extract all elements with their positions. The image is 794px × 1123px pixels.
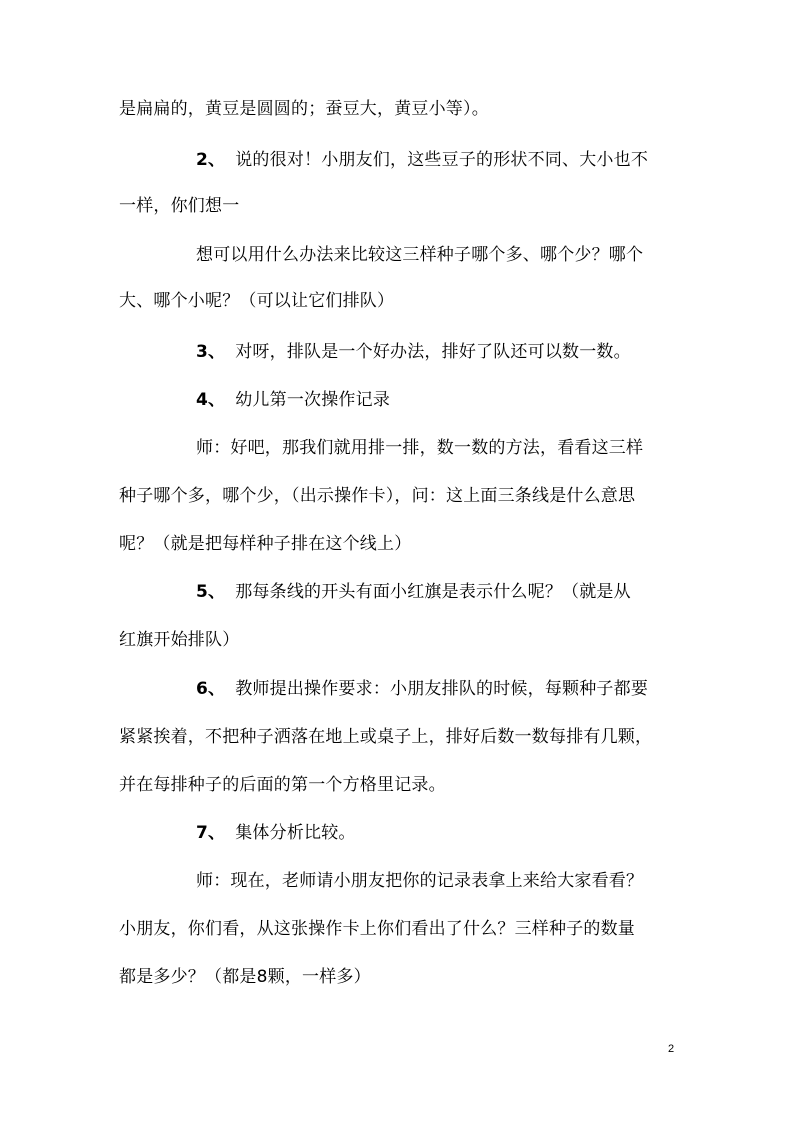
- text-line: [196, 244, 643, 266]
- line-text: 紧紧挨着，不把种子洒落在地上或桌子上，排好后数一数每排有几颗，: [119, 727, 653, 747]
- numbered-line: [196, 149, 648, 171]
- line-text: 幼儿第一次操作记录: [235, 390, 391, 410]
- line-text: 那每条线的开头有面小红旗是表示什么呢？（就是从: [235, 582, 631, 602]
- text-line: [119, 726, 652, 748]
- line-text: 并在每排种子的后面的第一个方格里记录。: [119, 775, 446, 795]
- text-line: [119, 629, 239, 651]
- line-text: 对呀，排队是一个好办法，排好了队还可以数一数。: [235, 342, 631, 362]
- text-line: [119, 966, 371, 988]
- line-text: 说的很对！小朋友们，这些豆子的形状不同、大小也不: [235, 150, 649, 170]
- line-text: 呢？（就是把每样种子排在这个线上）: [119, 534, 412, 554]
- text-line: [119, 774, 446, 796]
- item-number: 5、: [196, 582, 226, 602]
- line-text: 种子哪个多，哪个少，（出示操作卡），问：这上面三条线是什么意思: [119, 486, 636, 506]
- numbered-line: [196, 678, 648, 700]
- text-line: [119, 195, 239, 217]
- text-line: [196, 437, 643, 459]
- line-text: 想可以用什么办法来比较这三样种子哪个多、哪个少？哪个: [196, 245, 644, 265]
- numbered-line: [196, 341, 631, 363]
- item-number: 2、: [196, 150, 226, 170]
- text-line: [119, 290, 394, 312]
- line-text: 集体分析比较。: [235, 823, 356, 843]
- item-number: 6、: [196, 679, 226, 699]
- text-line: [119, 533, 411, 555]
- line-text: 红旗开始排队）: [119, 630, 240, 650]
- page-number: 2: [668, 1043, 675, 1055]
- line-text: 教师提出操作要求：小朋友排队的时候，每颗种子都要: [235, 679, 649, 699]
- numbered-line: [196, 389, 390, 411]
- numbered-line: [196, 581, 631, 603]
- text-line: [119, 485, 635, 507]
- text-line: [119, 98, 489, 120]
- line-text: 是扁扁的，黄豆是圆圆的；蚕豆大，黄豆小等）。: [119, 99, 489, 119]
- item-number: 4、: [196, 390, 226, 410]
- line-text: 都是多少？（都是8颗，一样多）: [119, 967, 371, 987]
- line-text: 一样，你们想一: [119, 196, 240, 216]
- line-text: 师：现在，老师请小朋友把你的记录表拿上来给大家看看？: [196, 871, 644, 891]
- item-number: 3、: [196, 342, 226, 362]
- line-text: 小朋友，你们看，从这张操作卡上你们看出了什么？三样种子的数量: [119, 919, 635, 939]
- numbered-line: [196, 822, 356, 844]
- line-text: 大、哪个小呢？（可以让它们排队）: [119, 291, 395, 311]
- text-line: [196, 870, 643, 892]
- text-line: [119, 918, 635, 940]
- line-text: 师：好吧，那我们就用排一排，数一数的方法，看看这三样: [196, 438, 644, 458]
- item-number: 7、: [196, 823, 226, 843]
